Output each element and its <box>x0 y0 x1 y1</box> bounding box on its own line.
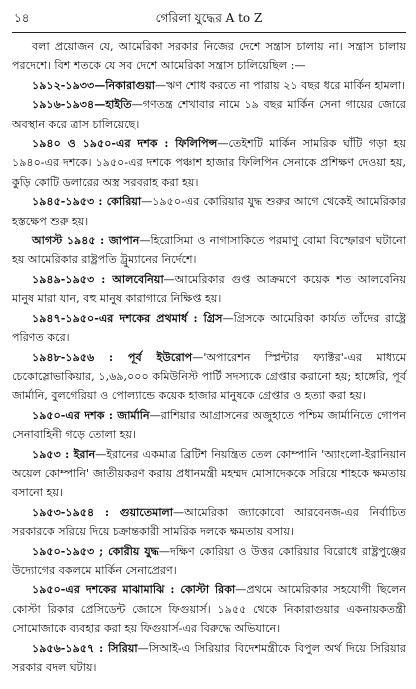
paragraph <box>12 503 406 542</box>
entry-text: —ঋণ শোধ করতে না পারায় ২১ বছর ধরে মার্কিন হামলা। <box>155 78 406 92</box>
paragraph <box>12 309 406 348</box>
paragraph <box>12 445 406 503</box>
entry-text: —দক্ষিণ কোরিয়া ও উত্তর কোরিয়ার বিরোধে রাষ্ট্রপুঞ্জের উদ্যোগের বকলমে মার্কিন সেনাপ্রেরণ। <box>12 544 406 577</box>
entry-text: —গ্রিসকে আমেরিকা কার্যত তাঁদের রাষ্ট্রে পরিণত করে। <box>12 311 407 345</box>
entry-text: —১৯৫০-এর কোরিয়ার যুদ্ধ শুরুর আগে থেকেই আমেরিকার হস্তক্ষেপ শুরু হয়। <box>12 195 406 228</box>
paragraph <box>12 406 406 445</box>
entry-text: —প্রথমে আমেরিকার সহযোগী ছিলেন কোস্টা রিকার প্রেসিডেন্ট জোসে ফিগুয়ার্স। ১৯৫৫ থেকে নিকারাগুয়ার একনায়কতন্ত্রী সোমোজাকে ব্যবহার করা হয় ফিগুয়ার্স-এর বিরুদ্ধে অভিযানে। <box>12 583 406 636</box>
entry-text: বলা প্রয়োজন যে, আমেরিকা সরকার নিজের দেশে সন্ত্রাস চালায় না। সন্ত্রাস চালায় পরদেশে। বিশ শতকে যে সব দেশে আমেরিকা সন্ত্রাস চালিয়েছিল :— <box>12 40 406 73</box>
entry-text: —আমেরিকার গুপ্ত আক্রমণে কয়েক শত আলবেনিয় মানুষ মারা যান, বহু মানুষ কারাগারে নিক্ষিপ্ত হয়। <box>12 272 406 306</box>
paragraph <box>12 580 406 638</box>
entry-text: —গণতন্ত্র শেখাবার নামে ১৯ বছর মার্কিন সেনা গায়ের জোরে অবস্থান করে ত্রাস চালিয়েছে। <box>12 98 406 131</box>
entry-lead: ১৯৫০-এর দশক : জার্মানি <box>32 408 150 422</box>
entry-lead: ১৯৪৫-১৯৫৩ : কোরিয়া <box>32 195 142 209</box>
entry-text: —ইরানের একমাত্র ব্রিটিশ নিয়ন্ত্রিত তেল কোম্পানি 'অ্যাংলো-ইরানিয়ান অয়েল কোম্পানি' জাতীয়করণ করায় প্রধানমন্ত্রী মহম্মদ মোসাদেককে সরিয়ে শাহকে ক্ষমতায় বসানো হয়। <box>12 447 407 500</box>
entry-text: —রাশিয়ার আগ্রাসনের অজুহাতে পশ্চিম জার্মানিতে গোপন সেনাবাহিনী গড়ে তোলা হয়। <box>12 408 406 442</box>
paragraph <box>12 348 406 406</box>
body-text <box>12 37 406 677</box>
page-number: ১৪ <box>14 11 30 25</box>
entry-lead: ১৯১৬-১৯৩৪—হাইতি <box>32 98 132 112</box>
paragraph <box>12 76 406 95</box>
entry-lead: ১৯১২-১৯৩৩—নিকারাগুয়া <box>32 78 156 92</box>
paragraph <box>12 542 406 581</box>
entry-text: —তেইশটি মার্কিন সামরিক ঘাঁটি গড়া হয় ১৯৪০-এর দশকে। ১৯৫০-এর দশকে পঞ্চাশ হাজার ফিলিপিন সেনাকে প্রশিক্ষণ দেওয়া হয়, কুড়ি কোটি ডলারের অস্ত্র সরবরাহ করা হয়। <box>12 137 406 189</box>
entry-text: —'অপারেশন স্প্লিন্টার ফ্যাক্টর'-এর মাধ্যমে চেকোস্লোভাকিয়ার, ১,৬৯,০০০ কমিউনিস্ট পার্টি সদস্যকে গ্রেপ্তার করানো হয়; হাঙ্গেরি, পূর্ব জার্মানি, বুলগেরিয়া ও পোল্যান্ডে কয়েক হাজার মানুষকে গ্রেপ্তার ও হত্যা করা হয়। <box>12 350 406 403</box>
paragraph <box>12 639 406 678</box>
entry-lead: ১৯৪৭-১৯৫০-এর দশকের প্রথমার্ধ : গ্রিস <box>32 311 223 325</box>
entry-lead: ১৯৪৯-১৯৫৩ : আলবেনিয়া <box>32 272 164 286</box>
paragraph <box>12 192 406 231</box>
entry-lead: আগস্ট ১৯৪৫ : জাপান <box>32 234 140 248</box>
paragraph <box>12 270 406 309</box>
entry-lead: ১৯৫৩-১৯৫৪ : গুয়াতেমালা <box>32 505 174 519</box>
paragraph <box>12 95 406 134</box>
page-header <box>12 6 406 33</box>
entry-lead: ১৯৪০ ও ১৯৫০-এর দশক : ফিলিপিন্স <box>32 137 218 151</box>
paragraph <box>12 134 406 192</box>
entry-lead: ১৯৫৬-১৯৫৭ : সিরিয়া <box>32 641 138 655</box>
entry-text: —আমেরিকা জ্যাকোবো আরবেনজ-এর নির্বাচিত সরকারকে সরিয়ে দিয়ে চক্রান্তকারী সামরিক দলকে ক্ষমতায় বসায়। <box>12 505 406 539</box>
entry-text: —সিআই-এ সিরিয়ার বিদেশমন্ত্রীকে বিপুল অর্থ দিয়ে সিরিয়ার সরকার বদল ঘটায়। <box>12 641 406 674</box>
running-title: গেরিলা যুদ্ধের A to Z <box>155 11 263 25</box>
entry-text: —হিরোসিমা ও নাগাসাকিতে পরমাণু বোমা বিস্ফোরণ ঘটানো হয় আমেরিকার রাষ্ট্রপতি ট্রুম্যানের নির্দেশে। <box>12 234 406 267</box>
entry-lead: ১৯৫৩ : ইরান <box>32 447 96 461</box>
paragraph <box>12 231 406 270</box>
paragraph <box>12 37 406 76</box>
entry-lead: ১৯৪৮-১৯৫৬ : পূর্ব ইউরোপ <box>32 350 193 364</box>
entry-lead: ১৯৫০-এর দশকের মাঝামাঝি : কোস্টা রিকা <box>32 583 236 597</box>
entry-lead: ১৯৫০-১৯৫৩ ; কোরীয় যুদ্ধ <box>32 544 159 558</box>
